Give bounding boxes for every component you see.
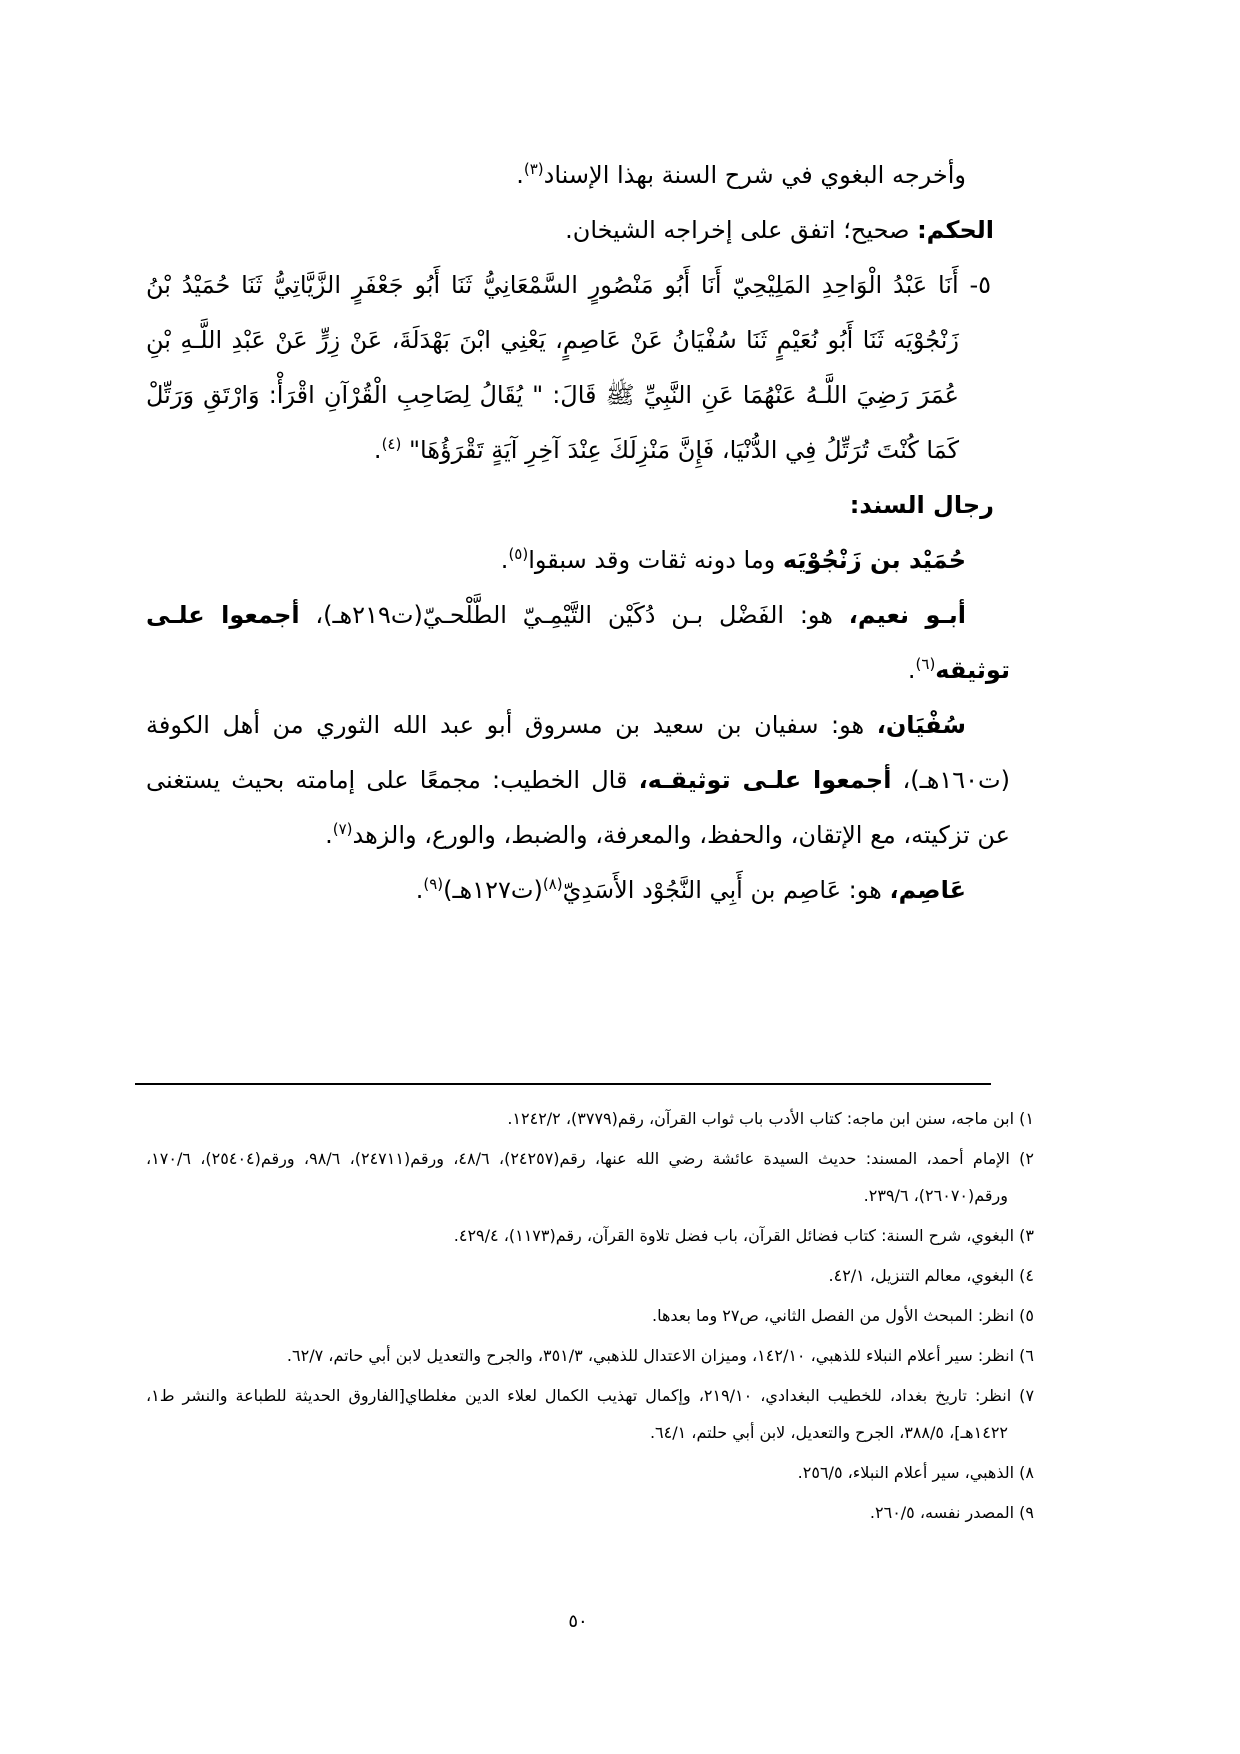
footnote-number: ١) xyxy=(1014,1109,1034,1128)
footnote-item xyxy=(146,1140,1034,1214)
paragraph-ruling xyxy=(146,203,1010,258)
footnote-number: ٨) xyxy=(1014,1463,1034,1482)
narrator-name: حُمَيْد بن زَنْجُوْيَه xyxy=(782,546,966,574)
hadith-number: ٥- xyxy=(958,271,991,299)
narrator-text-continued: قال الخطيب: مجمعًا على إمامته بحيث يستغنى عن تزكيته، مع الإتقان، والحفظ، والمعرفة، والضبط، والورع، والزهد xyxy=(146,766,1010,849)
hadith-paragraph xyxy=(146,258,1010,478)
footnote-ref: (٧) xyxy=(332,820,353,838)
footnote-number: ٥) xyxy=(1014,1306,1034,1325)
narrator-text: هو: عَاصِم بن أَبِي النَّجُوْد الأَسَدِيّ xyxy=(562,876,890,904)
narrator-name: سُفْيَان، xyxy=(876,711,966,739)
footnote-number: ٩) xyxy=(1014,1503,1034,1522)
footnote-text: انظر: تاريخ بغداد، للخطيب البغدادي، ٢١٩/١٠، وإكمال تهذيب الكمال لعلاء الدين مغلطاي[الفاروق الحديثة للطباعة والنشر ط١، ١٤٢٢هـ]، ٣٨٨/٥، الجرح والتعديل، لابن أبي حلتم، ٦٤/١. xyxy=(146,1386,1012,1442)
paragraph-end: . xyxy=(516,161,524,189)
footnote-text: الذهبي، سير أعلام النبلاء، ٢٥٦/٥. xyxy=(797,1463,1015,1482)
paragraph-end: . xyxy=(500,546,509,574)
main-text xyxy=(146,148,1010,918)
footnote-item xyxy=(146,1100,1034,1137)
footnote-number: ٤) xyxy=(1014,1266,1034,1285)
footnote-ref: (٣) xyxy=(523,160,544,178)
footnote-separator xyxy=(135,1083,991,1085)
footnote-text: البغوي، شرح السنة: كتاب فضائل القرآن، باب فضل تلاوة القرآن، رقم(١١٧٣)، ٤٢٩/٤. xyxy=(453,1226,1015,1245)
section-heading: رجال السند: xyxy=(849,491,994,519)
narrator-name: أبـو نعيم، xyxy=(848,601,967,629)
paragraph-end: . xyxy=(907,656,916,684)
footnote-text: المصدر نفسه، ٢٦٠/٥. xyxy=(869,1503,1015,1522)
narrator-text: هو: سفيان بن سعيد بن مسروق أبو عبد الله الثوري من أهل الكوفة (ت١٦٠هـ)، xyxy=(146,711,1010,794)
paragraph-end: . xyxy=(373,436,382,464)
death-date: (ت١٢٧هـ) xyxy=(443,876,543,904)
footnote-ref: (٥) xyxy=(508,545,529,563)
footnote-number: ٢) xyxy=(1009,1149,1035,1168)
footnote-ref: (٩) xyxy=(423,875,444,893)
paragraph-end: . xyxy=(415,876,424,904)
paragraph-end: . xyxy=(325,821,333,849)
ruling-label: الحكم: xyxy=(917,216,994,244)
footnote-number: ٧) xyxy=(1011,1386,1035,1405)
footnote-text: البغوي، معالم التنزيل، ٤٢/١. xyxy=(828,1266,1015,1285)
footnote-ref: (٨) xyxy=(542,875,563,893)
footnotes xyxy=(146,1100,1034,1534)
footnote-text: الإمام أحمد، المسند: حديث السيدة عائشة رضي الله عنها، رقم(٢٤٢٥٧)، ٤٨/٦، ورقم(٢٤٧١١)، ٩٨/٦، ورقم(٢٥٤٠٤)، ١٧٠/٦، ورقم(٢٦٠٧٠)، ٢٣٩/٦. xyxy=(146,1149,1010,1205)
ruling-text: صحيح؛ اتفق على إخراجه الشيخان. xyxy=(565,216,918,244)
footnote-item xyxy=(146,1297,1034,1334)
footnote-item xyxy=(146,1494,1034,1531)
footnote-ref: (٦) xyxy=(915,655,936,673)
narrator-paragraph xyxy=(146,698,1010,863)
hadith-text: أَنَا عَبْدُ الْوَاحِدِ المَلِيْحِيّ أَنَا أَبُو مَنْصُورٍ السَّمْعَانِيُّ ثَنَا أَبُو جَعْفَرٍ الزَّيَّاتِيُّ ثَنَا حُمَيْدُ بْنُ زَنْجُوْيَه ثَنَا أَبُو نُعَيْمٍ ثَنَا سُفْيَانُ عَنْ عَاصِمٍ، يَعْنِي ابْنَ بَهْدَلَةَ، عَنْ زِرٍّ عَنْ عَبْدِ اللَّـهِ بْنِ عُمَرَ رَضِيَ اللَّـهُ عَنْهُمَا عَنِ النَّبِيِّ ﷺ قَالَ: " يُقَالُ لِصَاحِبِ الْقُرْآنِ اقْرَأْ: وَارْتَقِ وَرَتِّلْ كَمَا كُنْتَ تُرَتِّلُ فِي الدُّنْيَا، فَإِنَّ مَنْزِلَكَ عِنْدَ آخِرِ آيَةٍ تَقْرَؤُهَا" xyxy=(146,271,959,464)
footnote-item xyxy=(146,1454,1034,1491)
narrator-paragraph xyxy=(146,533,1010,588)
paragraph-text: وأخرجه البغوي في شرح السنة بهذا الإسناد xyxy=(543,161,966,189)
paragraph-takhrij xyxy=(146,148,1010,203)
footnote-text: ابن ماجه، سنن ابن ماجه: كتاب الأدب باب ثواب القرآن، رقم(٣٧٧٩)، ١٢٤٢/٢. xyxy=(507,1109,1015,1128)
narrator-paragraph xyxy=(146,863,1010,918)
narrator-verdict: أجمعوا علـى توثيقه xyxy=(146,601,1010,684)
narrator-verdict: أجمعوا علـى توثيقـه، xyxy=(638,766,892,794)
footnote-text: انظر: سير أعلام النبلاء للذهبي، ١٤٢/١٠، وميزان الاعتدال للذهبي، ٣٥١/٣، والجرح والتعديل لابن أبي حاتم، ٦٢/٧. xyxy=(286,1346,1015,1365)
footnote-item xyxy=(146,1337,1034,1374)
narrator-text: وما دونه ثقات وقد سبقوا xyxy=(528,546,783,574)
footnote-text: انظر: المبحث الأول من الفصل الثاني، ص٢٧ وما بعدها. xyxy=(651,1306,1015,1325)
footnote-ref: (٤) xyxy=(381,435,402,453)
footnote-item xyxy=(146,1217,1034,1254)
footnote-item xyxy=(146,1377,1034,1451)
narrator-text: هو: الفَضْل بـن دُكَيْن التَّيْمِـيّ الطَّلْحـيّ(ت٢١٩هـ)، xyxy=(299,601,849,629)
footnote-number: ٦) xyxy=(1014,1346,1034,1365)
footnote-item xyxy=(146,1257,1034,1294)
footnote-number: ٣) xyxy=(1014,1226,1034,1245)
narrator-paragraph xyxy=(146,588,1010,698)
page-number: ٥٠ xyxy=(568,1611,588,1632)
narrator-name: عَاصِم، xyxy=(889,876,966,904)
